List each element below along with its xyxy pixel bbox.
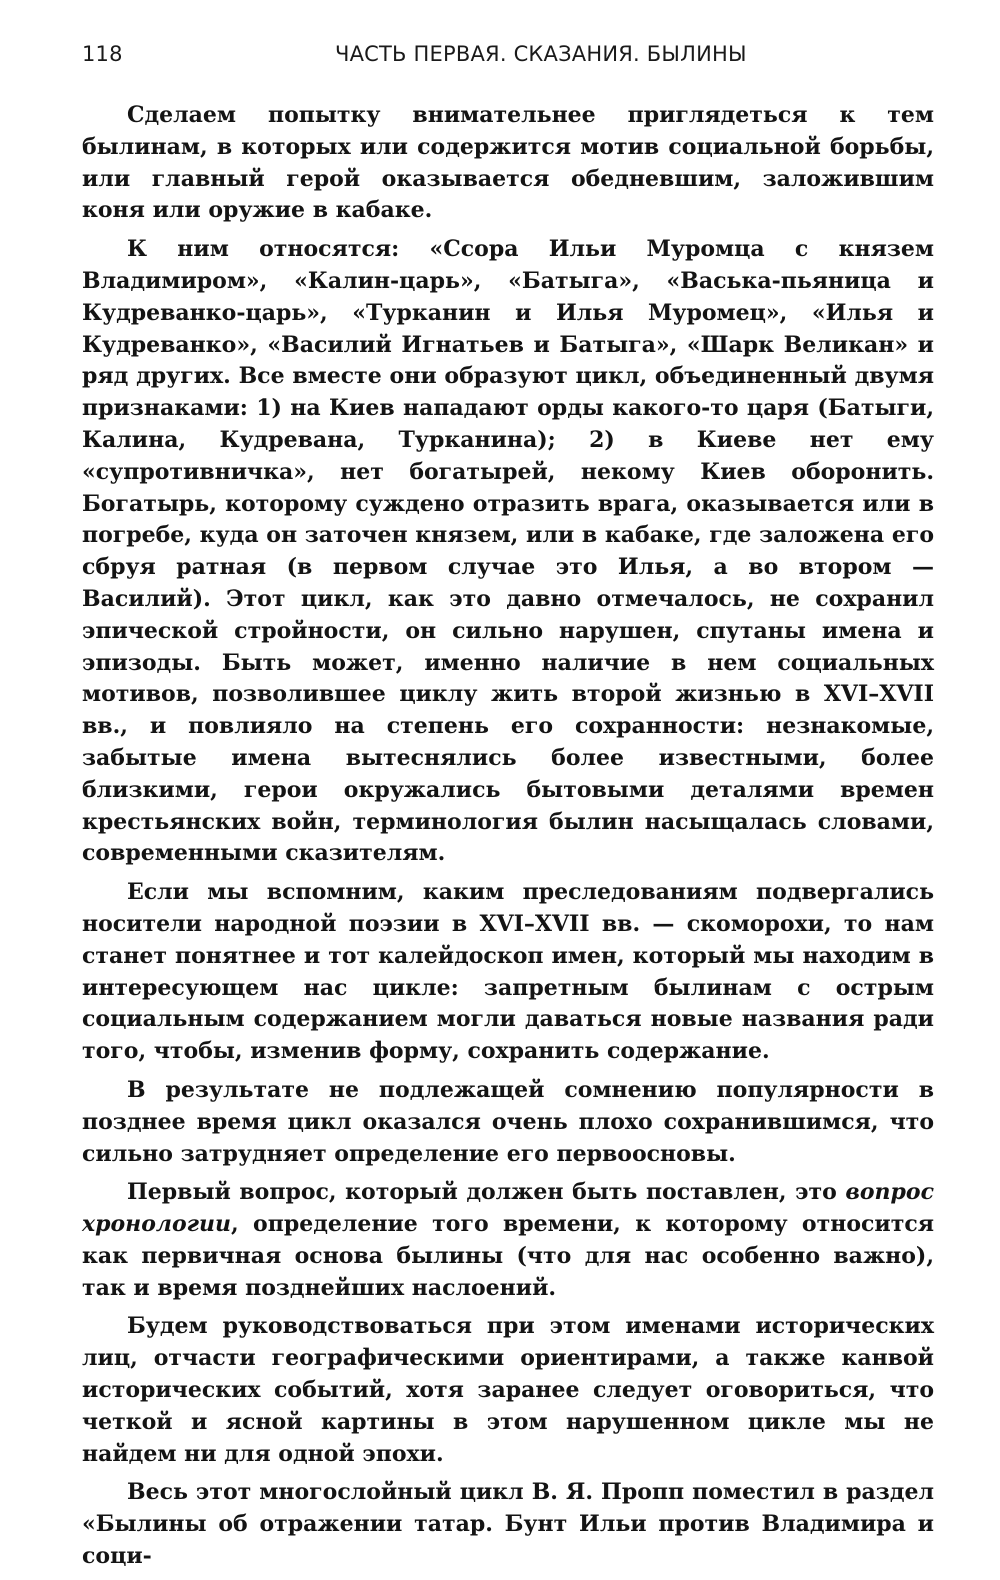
paragraph-7: Весь этот многослойный цикл В. Я. Пропп поместил в раздел «Былины об отражении татар. Бунт Ильи против Владимира и соци- [82,1479,934,1570]
italic-term: вопрос хронологии [82,1179,934,1238]
running-header [0,42,1000,78]
running-title: ЧАСТЬ ПЕРВАЯ. СКАЗАНИЯ. БЫЛИНЫ [335,42,747,66]
paragraph-6: Будем руководствоваться при этом именами исторических лиц, отчасти географическими ориентирами, а также канвой исторических событий, хотя заранее следует оговориться, что четкой и ясной картины в этом нарушенном цикле мы не найдем ни для одной эпохи. [82,1313,934,1467]
page-number: 118 [82,42,123,66]
paragraph-5 [82,1177,934,1304]
paragraph-4: В результате не подлежащей сомнению популярности в позднее время цикл оказался очень плохо сохранившимся, что сильно затрудняет определение его первоосновы. [82,1076,934,1167]
paragraph-3: Если мы вспомним, каким преследованиям подвергались носители народной поэзии в XVI–XVII вв. — скоморохи, то нам станет понятнее и тот калейдоскоп имен, который мы находим в интересующем нас цикле: запретным былинам с острым социальным содержанием могли даваться новые названия ради того, чтобы, изменив форму, сохранить содержание. [82,879,934,1065]
paragraph-5-text-before: Первый вопрос, который должен быть поставлен, это [127,1179,846,1206]
body-text [82,100,934,1580]
paragraph-2: К ним относятся: «Ссора Ильи Муромца с князем Владимиром», «Калин-царь», «Батыга», «Васька-пьяница и Кудреванко-царь», «Турканин и Илья Муромец», «Илья и Кудреванко», «Василий Игнатьев и Батыга», «Шарк Великан» и ряд других. Все вместе они образуют цикл, объединенный двумя признаками: 1) на Киев нападают орды какого-то царя (Батыги, Калина, Кудревана, Турканина); 2) в Киеве нет ему «супротивничка», нет богатырей, некому Киев оборонить. Богатырь, которому суждено отразить врага, оказывается или в погребе, куда он заточен князем, или в кабаке, где заложена его сбруя ратная (в первом случае это Илья, а во втором — Василий). Этот цикл, как это давно отмечалось, не сохранил эпической стройности, он сильно нарушен, спутаны имена и эпизоды. Быть может, именно наличие в нем социальных мотивов, позволившее циклу жить второй жизнью в XVI–XVII вв., и повлияло на степень его сохранности: незнакомые, забытые имена вытеснялись более известными, более близкими, герои окружались бытовыми деталями времен крестьянских войн, терминология былин насыщалась словами, современными сказителям. [82,236,934,867]
paragraph-1: Сделаем попытку внимательнее приглядеться к тем былинам, в которых или содержится мотив социальной борьбы, или главный герой оказывается обедневшим, заложившим коня или оружие в кабаке. [82,102,934,224]
paragraph-5-text-after: , определение того времени, к которому относится как первичная основа былины (что для нас особенно важно), так и время позднейших наслоений. [82,1211,934,1301]
